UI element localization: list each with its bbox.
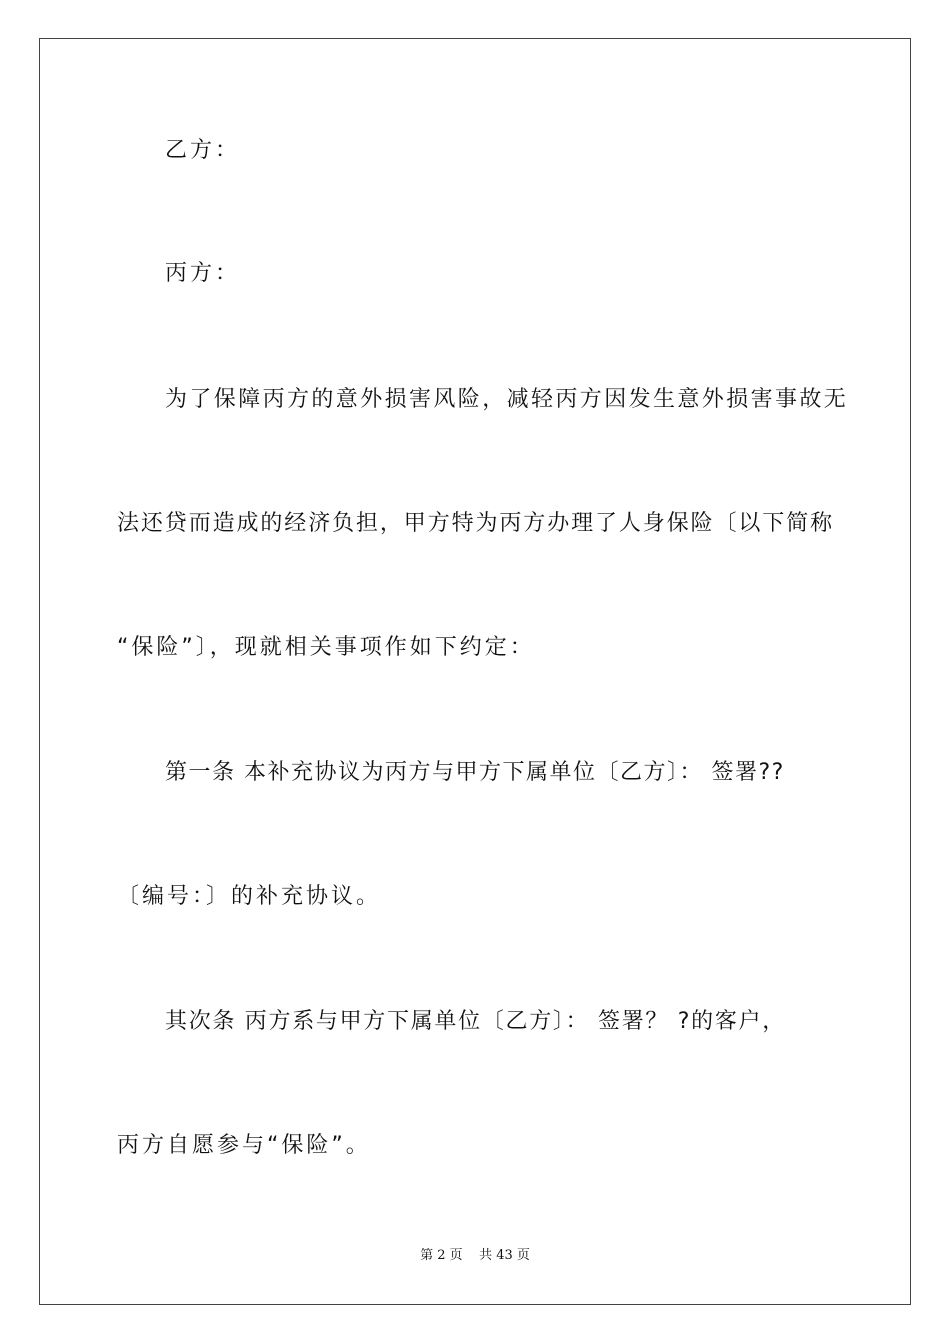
party-b-label: 乙方： [165, 138, 241, 163]
page-border [39, 38, 911, 1305]
paragraph-line: 为了保障丙方的意外损害风险，减轻丙方因发生意外损害事故无 [165, 387, 849, 412]
party-c-label: 丙方： [165, 261, 241, 286]
article-two-line: 其次条 丙方系与甲方下属单位〔乙方〕： 签署？ ?的客户， [165, 1009, 786, 1034]
paragraph-line: 法还贷而造成的经济负担，甲方特为丙方办理了人身保险〔以下简称 [117, 511, 835, 536]
article-two-line: 丙方自愿参与“保险”。 [117, 1133, 371, 1158]
page-number-footer: 第 2 页 共 43 页 [420, 1248, 530, 1263]
paragraph-line: “保险”〕，现就相关事项作如下约定： [117, 635, 535, 660]
article-one-line: 第一条 本补充协议为丙方与甲方下属单位〔乙方〕： 签署?? [165, 760, 785, 785]
article-one-line: 〔编号：〕的补充协议。 [117, 884, 382, 909]
